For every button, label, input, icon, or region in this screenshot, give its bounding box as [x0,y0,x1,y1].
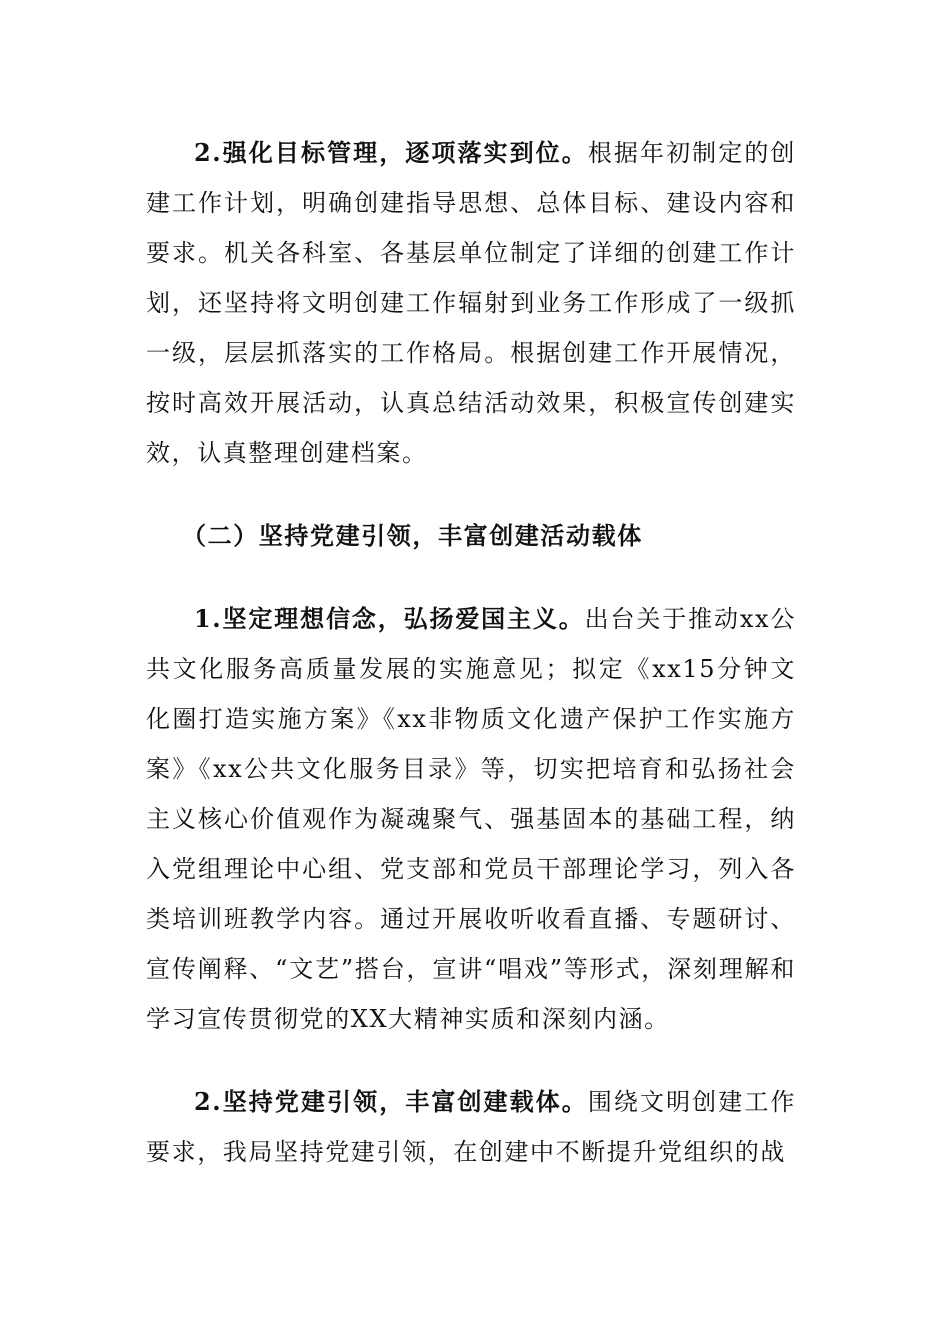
paragraph-ideals-beliefs [146,594,796,1044]
paragraph-text: 根据年初制定的创建工作计划，明确创建指导思想、总体目标、建设内容和要求。机关各科室、各基层单位制定了详细的创建工作计划，还坚持将文明创建工作辐射到业务工作形成了一级抓一级，层层抓落实的工作格局。根据创建工作开展情况，按时高效开展活动，认真总结活动效果，积极宣传创建实效，认真整理创建档案。 [146,139,796,467]
paragraph-text: 出台关于推动xx公共文化服务高质量发展的实施意见；拟定《xx15分钟文化圈打造实施方案》《xx非物质文化遗产保护工作实施方案》《xx公共文化服务目录》等，切实把培育和弘扬社会主义核心价值观作为凝魂聚气、强基固本的基础工程，纳入党组理论中心组、党支部和党员干部理论学习，列入各类培训班教学内容。通过开展收听收看直播、专题研讨、宣传阐释、“文艺”搭台，宣讲“唱戏”等形式，深刻理解和学习宣传贯彻党的XX大精神实质和深刻内涵。 [146,605,796,1033]
paragraph-lead: 2.强化目标管理，逐项落实到位。 [194,138,588,167]
paragraph-lead: 2.坚持党建引领，丰富创建载体。 [194,1087,588,1116]
paragraph-lead: 1.坚定理想信念，弘扬爱国主义。 [194,604,585,633]
paragraph-target-management [146,128,796,478]
document-body [146,128,796,1177]
section-heading-party-building: （二）坚持党建引领，丰富创建活动载体 [182,521,643,550]
paragraph-text: 围绕文明创建工作要求，我局坚持党建引领，在创建中不断提升党组织的战 [146,1088,796,1166]
paragraph-party-leadership [146,1077,796,1177]
